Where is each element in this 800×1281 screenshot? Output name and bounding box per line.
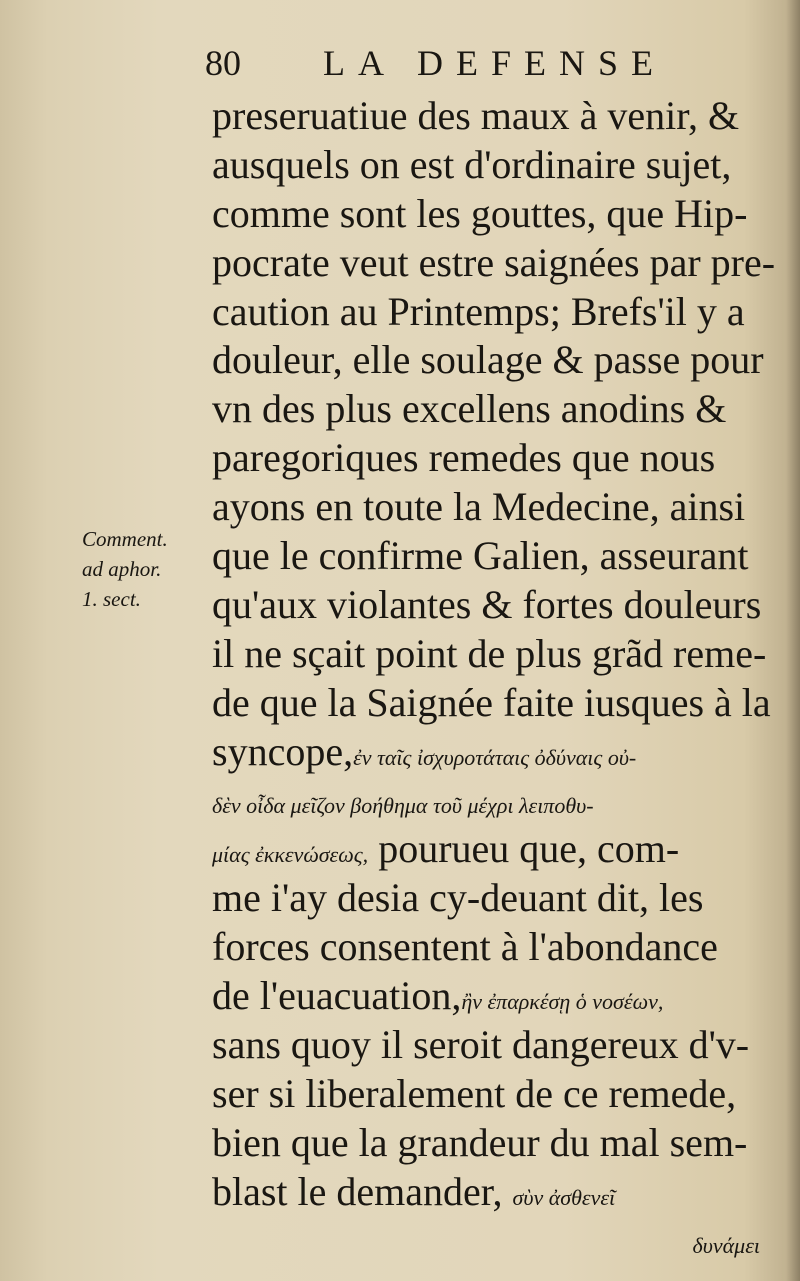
text-line: paregoriques remedes que nous	[212, 435, 716, 481]
running-title: LA DEFENSE	[323, 43, 667, 83]
marginal-note-line: ad aphor.	[82, 557, 162, 581]
text-line: forces consentent à l'abondance	[212, 924, 718, 970]
text-line: pocrate veut estre saignées par pre-	[212, 239, 776, 285]
text-line: ser si liberalement de ce remede,	[212, 1070, 737, 1116]
text-line-with-greek	[212, 972, 772, 1021]
text-line: vn des plus excellens anodins &	[212, 386, 727, 432]
text-line: caution au Printemps; Brefs'il y a	[212, 288, 745, 334]
marginal-note-line: Comment.	[82, 527, 168, 551]
text-line: douleur, elle soulage & passe pour	[212, 337, 764, 383]
greek-quotation: σὺν ἀσθενεῖ	[512, 1184, 616, 1210]
latin-text: blast le demander,	[212, 1168, 503, 1214]
greek-line	[212, 776, 772, 825]
text-line: comme sont les gouttes, que Hip-	[212, 190, 748, 236]
greek-quotation: δὲν οἶδα μεῖζον βοήθημα τοῦ μέχρι λειποθυ-	[212, 793, 594, 819]
latin-text: de l'euacuation,	[212, 973, 462, 1019]
text-line: me i'ay desia cy-deuant dit, les	[212, 875, 704, 921]
page-number: 80	[205, 43, 241, 83]
text-line-with-greek	[212, 728, 772, 777]
text-line: de que la Saignée faite iusques à la	[212, 679, 771, 725]
text-line: qu'aux violantes & fortes douleurs	[212, 581, 762, 627]
text-line: bien que la grandeur du mal sem-	[212, 1119, 748, 1165]
running-head	[205, 38, 765, 88]
greek-quotation: ἐν ταῖς ἰσχυροτάταις ὀδύναις οὐ-	[353, 744, 637, 770]
text-line: que le confirme Galien, asseurant	[212, 533, 749, 579]
catchword-greek: δυνάμει	[692, 1233, 760, 1259]
text-line: il ne sçait point de plus grãd reme-	[212, 630, 767, 676]
greek-quotation: ἢν ἐπαρκέσῃ ὁ νοσέων,	[461, 989, 664, 1015]
catchword	[212, 1216, 772, 1265]
text-line: ayons en toute la Medecine, ainsi	[212, 484, 746, 530]
text-line-with-greek	[212, 825, 772, 874]
marginal-note-line: 1. sect.	[82, 587, 141, 611]
latin-text: syncope,	[212, 728, 354, 774]
text-line-with-greek	[212, 1168, 772, 1217]
text-line: sans quoy il seroit dangereux d'v-	[212, 1021, 750, 1067]
text-line: preseruatiue des maux à venir, &	[212, 93, 740, 138]
text-line: ausquels on est d'ordinaire sujet,	[212, 141, 732, 187]
greek-quotation: μίας ἐκκενώσεως,	[212, 842, 369, 868]
latin-text: pourueu que, com-	[368, 826, 680, 872]
body-text	[212, 92, 776, 1265]
marginal-note	[82, 524, 210, 614]
